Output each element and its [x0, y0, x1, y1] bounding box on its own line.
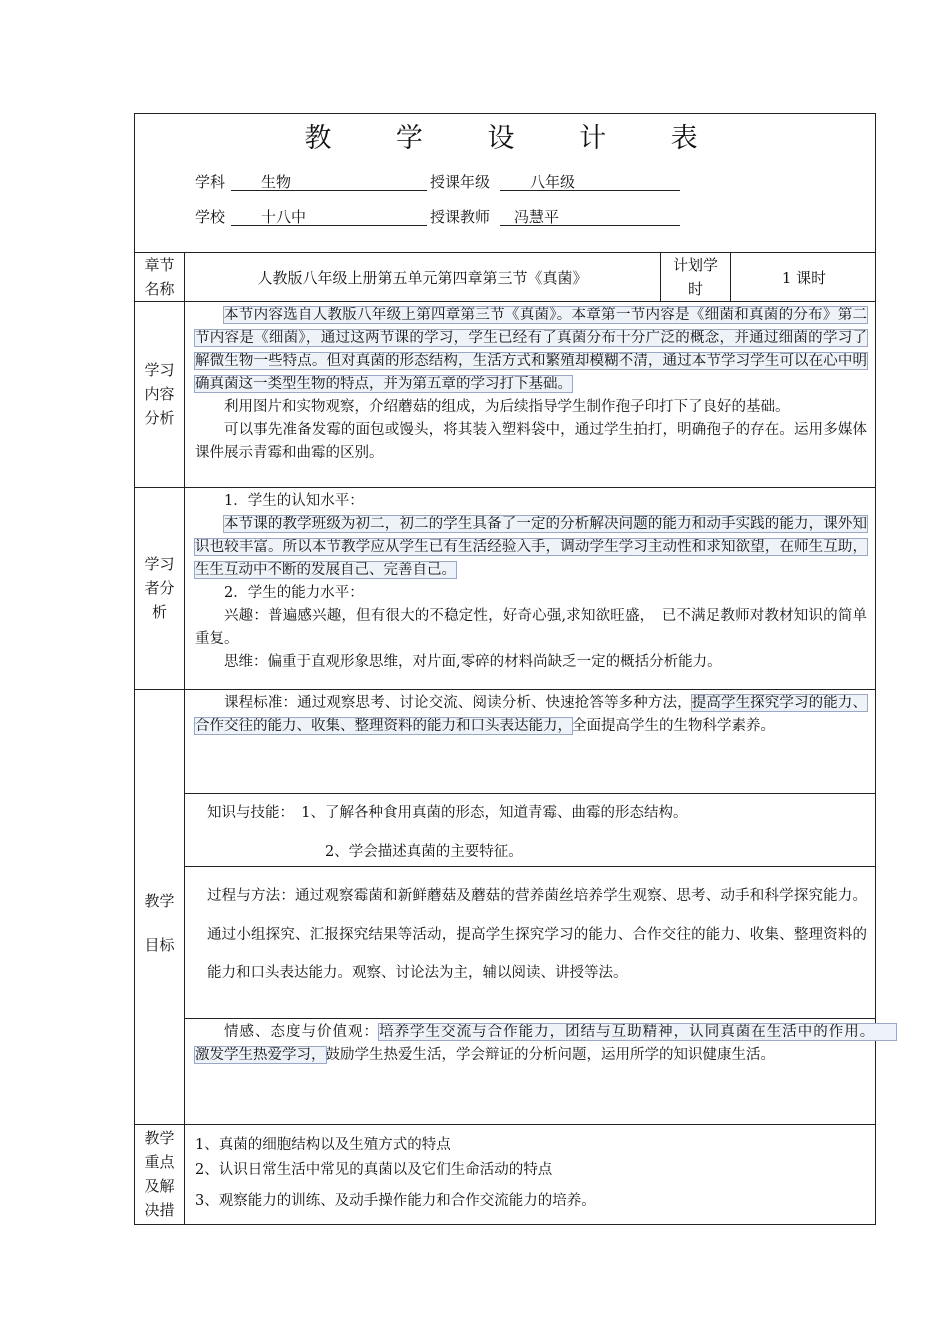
- teacher-value: 冯慧平: [500, 206, 680, 226]
- school-value: 十八中: [231, 206, 427, 226]
- page-title: 教 学 设 计 表: [304, 123, 726, 154]
- content-analysis-text: [195, 304, 867, 465]
- grade-label: 授课年级: [430, 173, 491, 191]
- emotion-values: 情感、态度与价值观：培养学生交流与合作能力，团结与互助精神，认同真菌在生活中的作用。 激发学生热爱学习，鼓励学生热爱生活，学会辩证的分析问题，运用所学的知识健康生活。: [195, 1024, 896, 1063]
- chapter-value: 人教版八年级上册第五单元第四章第三节《真菌》: [257, 269, 588, 287]
- ability-heading: 2．学生的能力水平：: [224, 585, 364, 601]
- curriculum-standard: 课程标准：通过观察思考、讨论交流、阅读分析、快速抢答等多种方法，提高学生探究学习的能力、合作交往的能力、收集、整理资料的能力和口头表达能力，全面提高学生的生物科学素养。: [195, 695, 867, 734]
- thinking-paragraph: 思维：偏重于直观形象思维，对片面,零碎的材料尚缺乏一定的概括分析能力。: [224, 654, 722, 670]
- content-paragraph-1: 本节内容选自人教版八年级上第四章第三节《真菌》。本章第一节内容是《细菌和真菌的分布》第二节内容是《细菌》，通过这两节课的学习，学生已经有了真菌分布十分广泛的概念，并通过细菌的学习了解微生物一些特点。但对真菌的形态结构，生活方式和繁殖却模糊不清，通过本节学习学生可以在心中明确真菌这一类型生物的特点，并为第五章的学习打下基础。: [195, 307, 867, 392]
- cognitive-heading: 1．学生的认知水平：: [224, 493, 364, 509]
- subject-label: 学科: [195, 173, 226, 191]
- objective-divider: [184, 793, 875, 794]
- cognitive-paragraph: 本节课的教学班级为初二，初二的学生具备了一定的分析解决问题的能力和动手实践的能力，课外知识也较丰富。所以本节教学应从学生已有生活经验入手，调动学生学习主动性和求知欲望，在师生互助，生生互动中不断的发展自己、完善自己。: [195, 516, 867, 578]
- learner-analysis-label: 学习 者分 析: [144, 555, 175, 621]
- row-divider: [135, 487, 875, 488]
- plan-hours-value: 1 课时: [781, 269, 827, 287]
- label-column-divider: [184, 252, 185, 1225]
- row-divider: [135, 1124, 875, 1125]
- content-analysis-label: 学习 内容 分析: [144, 361, 175, 427]
- subject-value: 生物: [231, 171, 427, 191]
- grade-value: 八年级: [500, 171, 680, 191]
- process-methods: 过程与方法：通过观察霉菌和新鲜蘑菇及蘑菇的营养菌丝培养学生观察、思考、动手和科学探究能力。通过小组探究、汇报探究结果等活动，提高学生探究学习的能力、合作交往的能力、收集、整理资料的能力和口头表达能力。观察、讨论法为主，辅以阅读、讲授等法。: [207, 888, 867, 981]
- list-item: 3、观察能力的训练、及动手操作能力和合作交流能力的培养。: [195, 1193, 596, 1209]
- interest-paragraph: 兴趣：普遍感兴趣，但有很大的不稳定性，好奇心强,求知欲旺盛， 已不满足教师对教材知识的简单重复。: [195, 608, 867, 647]
- key-points-label: 教学 重点 及解 决措: [144, 1129, 175, 1219]
- row-divider: [135, 301, 875, 302]
- standard-highlight: 提高学生探究学习的能力、合作交往的能力、收集、整理资料的能力和口头表达能力，: [195, 695, 867, 734]
- content-paragraph-3: 可以事先准备发霉的面包或馒头，将其装入塑料袋中，通过学生拍打，明确孢子的存在。运用多媒体课件展示青霉和曲霉的区别。: [195, 422, 867, 461]
- school-label: 学校: [195, 208, 226, 226]
- list-item: 1、真菌的细胞结构以及生殖方式的特点: [195, 1137, 451, 1153]
- objective-divider: [184, 866, 875, 867]
- plan-hours-label: 计划学 时: [672, 256, 718, 298]
- objective-divider: [184, 1018, 875, 1019]
- list-item: 2、认识日常生活中常见的真菌以及它们生命活动的特点: [195, 1162, 553, 1178]
- lesson-design-table: [134, 113, 896, 1225]
- chapter-label: 章节 名称: [144, 256, 175, 298]
- content-paragraph-2: 利用图片和实物观察，介绍蘑菇的组成，为后续指导学生制作孢子印打下了良好的基础。: [224, 399, 790, 415]
- teacher-label: 授课教师: [430, 208, 491, 226]
- key-points-list: [195, 1133, 867, 1214]
- row-divider: [135, 252, 875, 253]
- learner-analysis-text: [195, 490, 867, 674]
- row-divider: [135, 689, 875, 690]
- knowledge-skills: 知识与技能： 1、了解各种食用真菌的形态，知道青霉、曲霉的形态结构。 2、学会描述真菌的主要特征。: [207, 805, 688, 860]
- emotion-highlight: 培养学生交流与合作能力，团结与互助精神，认同真菌在生活中的作用。 激发学生热爱学习，: [195, 1024, 896, 1063]
- objectives-label: 教学 目标: [144, 892, 175, 954]
